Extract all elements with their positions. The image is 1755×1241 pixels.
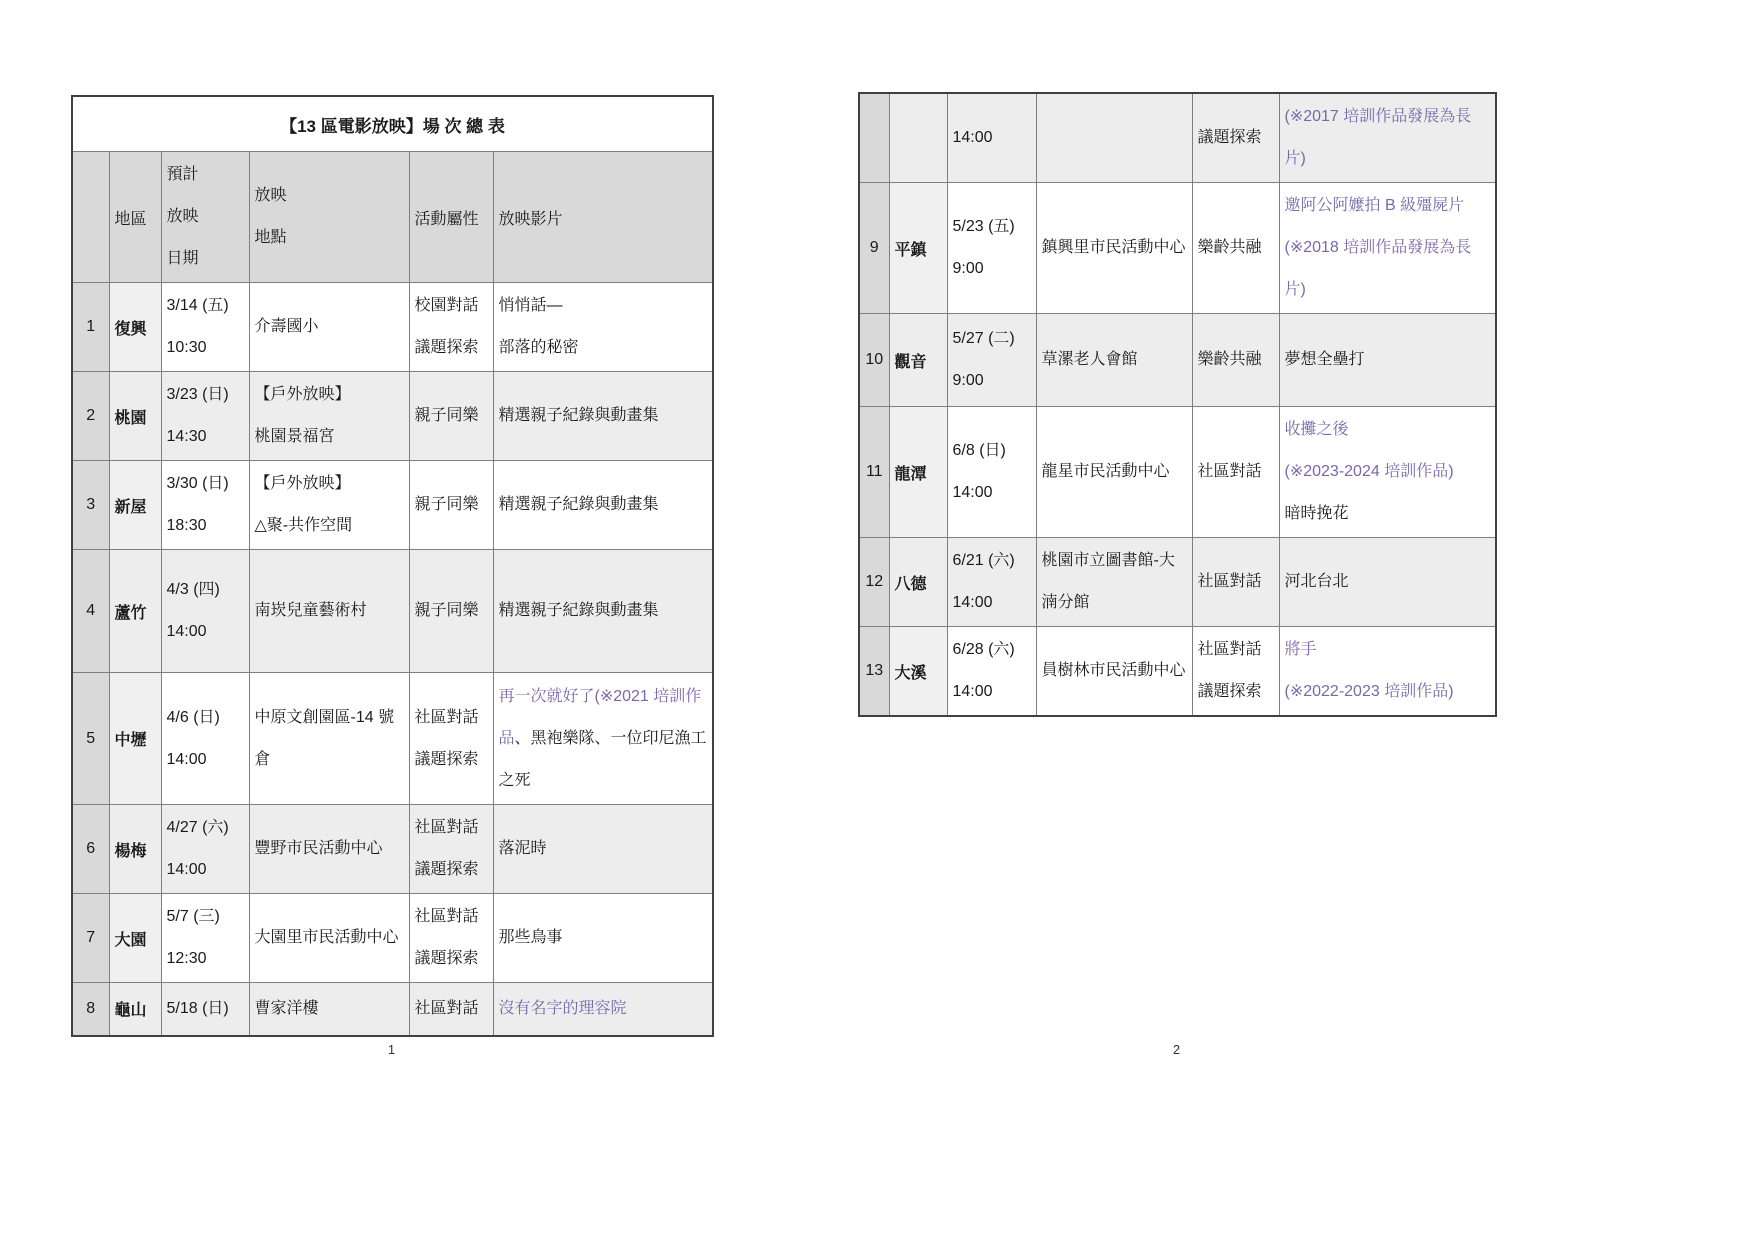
film-line [1285, 671, 1491, 713]
film-line [499, 676, 708, 802]
date-line: 4/6 (日) [166, 708, 220, 726]
attribute-line: 社區對話 [1197, 573, 1262, 590]
film-title-text: 夢想全壘打 [1284, 351, 1365, 368]
table-row [72, 372, 713, 461]
header-location-line: 地點 [254, 229, 287, 246]
header-film: 放映影片 [493, 152, 713, 283]
cell-film [493, 894, 713, 983]
cell-attribute [409, 550, 493, 673]
film-title-text: 、黑袍樂隊、一位印尼漁工之死 [498, 729, 707, 789]
cell-date [947, 183, 1036, 314]
date-line: 14:00 [952, 129, 993, 146]
cell-number: 10 [859, 314, 889, 407]
film-title-text: 精選親子紀錄與動畫集 [498, 602, 659, 619]
date-line: 5/7 (三) [166, 908, 220, 925]
header-location-line: 放映 [254, 187, 287, 204]
table-row [72, 673, 713, 805]
date-line: 10:30 [166, 339, 207, 356]
cell-date [947, 93, 1036, 183]
header-attribute: 活動屬性 [409, 152, 493, 283]
cell-district: 八德 [889, 538, 947, 627]
table-row [859, 627, 1496, 717]
cell-film [493, 805, 713, 894]
location-line: 員樹林市民活動中心 [1041, 662, 1186, 679]
header-date-line: 放映 [166, 208, 199, 225]
film-line [499, 828, 708, 870]
film-title-link-text: 沒有名字的理容院 [498, 999, 627, 1017]
header-row [72, 152, 713, 283]
date-line: 3/30 (日) [166, 475, 229, 492]
header-date-line: 日期 [166, 250, 199, 267]
cell-location [1036, 538, 1192, 627]
page-2 [858, 92, 1495, 717]
date-line: 14:30 [166, 428, 207, 445]
film-line [1285, 561, 1491, 603]
cell-attribute [409, 673, 493, 805]
location-line: 豐野市民活動中心 [254, 840, 383, 857]
schedule-table-page-2 [858, 92, 1497, 717]
table-row [859, 314, 1496, 407]
table-row [859, 407, 1496, 538]
cell-film [1279, 538, 1496, 627]
page-1 [71, 95, 712, 1037]
cell-date [161, 461, 249, 550]
cell-location [1036, 627, 1192, 717]
attribute-line: 社區對話 [1197, 641, 1262, 658]
document-title: 【13 區電影放映】場 次 總 表 [72, 96, 713, 152]
film-title-link-text: 邀阿公阿嬤拍 B 級殭屍片 [1284, 197, 1465, 214]
film-line [1285, 451, 1491, 493]
cell-attribute [409, 894, 493, 983]
location-line: 草漯老人會館 [1041, 351, 1138, 368]
cell-district: 中壢 [109, 673, 161, 805]
date-line: 14:00 [166, 623, 207, 640]
attribute-line: 親子同樂 [414, 602, 479, 619]
cell-number: 2 [72, 372, 109, 461]
date-line: 4/27 (六) [166, 819, 229, 836]
film-title-text: 悄悄話— [498, 297, 563, 314]
table-row [72, 550, 713, 673]
date-line: 3/14 (五) [166, 297, 229, 314]
cell-date [161, 283, 249, 372]
cell-number: 5 [72, 673, 109, 805]
cell-location [249, 372, 409, 461]
cell-attribute [1192, 538, 1279, 627]
cell-date [947, 314, 1036, 407]
table-row [72, 283, 713, 372]
cell-date [161, 673, 249, 805]
attribute-line: 議題探索 [1197, 683, 1262, 700]
film-title-link-text: (※2022-2023 培訓作品) [1284, 683, 1454, 700]
cell-date [161, 983, 249, 1036]
date-line: 3/23 (日) [166, 386, 229, 403]
date-line: 18:30 [166, 517, 207, 534]
cell-attribute [1192, 627, 1279, 717]
cell-attribute [409, 461, 493, 550]
cell-location [249, 805, 409, 894]
film-title-text: 精選親子紀錄與動畫集 [498, 407, 659, 424]
cell-attribute [409, 983, 493, 1036]
film-line [1285, 493, 1491, 535]
header-date [161, 152, 249, 283]
cell-film [1279, 314, 1496, 407]
attribute-line: 議題探索 [1197, 129, 1262, 146]
film-line [1285, 629, 1491, 671]
film-title-text: 落泥時 [498, 840, 547, 857]
film-title-link-text: 收攤之後 [1284, 421, 1349, 438]
cell-location [1036, 183, 1192, 314]
cell-film [493, 283, 713, 372]
cell-district: 大園 [109, 894, 161, 983]
cell-number: 11 [859, 407, 889, 538]
attribute-line: 親子同樂 [414, 407, 479, 424]
cell-location [1036, 407, 1192, 538]
location-line: 大園里市民活動中心 [254, 929, 399, 946]
header-date-line: 預計 [166, 166, 199, 183]
location-line: 【戶外放映】 [254, 386, 351, 403]
cell-location [249, 894, 409, 983]
cell-date [947, 627, 1036, 717]
location-line: 中原文創園區-14 號倉 [254, 708, 395, 768]
cell-date [161, 805, 249, 894]
cell-district: 新屋 [109, 461, 161, 550]
location-line: 南崁兒童藝術村 [254, 602, 367, 619]
table-row [859, 538, 1496, 627]
cell-location [249, 550, 409, 673]
cell-film [493, 461, 713, 550]
cell-attribute [409, 372, 493, 461]
page-number-2: 2 [1172, 1042, 1181, 1057]
date-line: 6/28 (六) [952, 641, 1015, 658]
cell-date [947, 407, 1036, 538]
table-row [72, 461, 713, 550]
film-title-text: 暗時挽花 [1284, 505, 1349, 522]
location-line: 桃園市立圖書館-大湳分館 [1041, 552, 1175, 611]
film-line [499, 395, 708, 437]
cell-number: 13 [859, 627, 889, 717]
cell-date [161, 894, 249, 983]
cell-attribute [1192, 183, 1279, 314]
cell-film [493, 550, 713, 673]
table-row [72, 983, 713, 1036]
cell-number: 7 [72, 894, 109, 983]
attribute-line: 社區對話 [414, 819, 479, 836]
cell-district: 桃園 [109, 372, 161, 461]
cell-location [249, 283, 409, 372]
title-row [72, 96, 713, 152]
location-line: △聚-共作空間 [254, 517, 353, 534]
date-line: 14:00 [952, 594, 993, 611]
cell-film [1279, 93, 1496, 183]
cell-attribute [1192, 407, 1279, 538]
film-line [1285, 185, 1491, 227]
cell-location [249, 673, 409, 805]
cell-district: 大溪 [889, 627, 947, 717]
cell-attribute [409, 805, 493, 894]
cell-district: 蘆竹 [109, 550, 161, 673]
cell-number: 4 [72, 550, 109, 673]
table-row [859, 183, 1496, 314]
date-line: 14:00 [952, 484, 993, 501]
table-row [72, 894, 713, 983]
date-line: 5/18 (日) [166, 999, 229, 1017]
attribute-line: 校園對話 [414, 297, 479, 314]
header-district: 地區 [109, 152, 161, 283]
cell-attribute [1192, 314, 1279, 407]
cell-district: 平鎮 [889, 183, 947, 314]
cell-number: 12 [859, 538, 889, 627]
attribute-line: 社區對話 [414, 999, 479, 1017]
film-title-text: 精選親子紀錄與動畫集 [498, 496, 659, 513]
page-number-1: 1 [387, 1042, 396, 1057]
date-line: 5/27 (二) [952, 330, 1015, 347]
attribute-line: 議題探索 [414, 950, 479, 967]
cell-film [1279, 627, 1496, 717]
cell-film [1279, 407, 1496, 538]
film-title-text: 河北台北 [1284, 573, 1349, 590]
cell-location [249, 983, 409, 1036]
cell-district: 復興 [109, 283, 161, 372]
date-line: 6/21 (六) [952, 552, 1015, 569]
film-title-link-text: (※2018 培訓作品發展為長片) [1284, 239, 1472, 298]
table-row [859, 93, 1496, 183]
cell-district: 龍潭 [889, 407, 947, 538]
film-line [1285, 339, 1491, 381]
cell-number: 6 [72, 805, 109, 894]
cell-film [1279, 183, 1496, 314]
schedule-table-page-1 [71, 95, 714, 1037]
table-row [72, 805, 713, 894]
location-line: 【戶外放映】 [254, 475, 351, 492]
film-line [499, 590, 708, 632]
cell-date [161, 550, 249, 673]
cell-film [493, 673, 713, 805]
film-title-text: 部落的秘密 [498, 339, 579, 356]
film-line [499, 484, 708, 526]
location-line: 曹家洋樓 [254, 999, 319, 1017]
date-line: 14:00 [166, 750, 207, 768]
attribute-line: 樂齡共融 [1197, 239, 1262, 256]
cell-number: 3 [72, 461, 109, 550]
cell-location [1036, 314, 1192, 407]
cell-location [1036, 93, 1192, 183]
film-line [1285, 227, 1491, 311]
date-line: 9:00 [952, 260, 984, 277]
date-line: 9:00 [952, 372, 984, 389]
attribute-line: 議題探索 [414, 339, 479, 356]
film-title-link-text: (※2023-2024 培訓作品) [1284, 463, 1454, 480]
film-line [499, 327, 708, 369]
cell-film [493, 983, 713, 1036]
date-line: 14:00 [952, 683, 993, 700]
cell-attribute [409, 283, 493, 372]
location-line: 桃園景福宮 [254, 428, 335, 445]
cell-district: 觀音 [889, 314, 947, 407]
date-line: 12:30 [166, 950, 207, 967]
film-line [499, 988, 708, 1030]
cell-district: 龜山 [109, 983, 161, 1036]
cell-location [249, 461, 409, 550]
cell-district: 楊梅 [109, 805, 161, 894]
date-line: 5/23 (五) [952, 218, 1015, 235]
attribute-line: 議題探索 [414, 861, 479, 878]
film-line [1285, 409, 1491, 451]
attribute-line: 親子同樂 [414, 496, 479, 513]
film-title-text: 那些鳥事 [498, 929, 563, 946]
location-line: 介壽國小 [254, 318, 319, 335]
film-line [499, 285, 708, 327]
attribute-line: 社區對話 [414, 908, 479, 925]
cell-attribute [1192, 93, 1279, 183]
location-line: 龍星市民活動中心 [1041, 463, 1170, 480]
location-line: 鎮興里市民活動中心 [1041, 239, 1186, 256]
cell-film [493, 372, 713, 461]
date-line: 6/8 (日) [952, 442, 1006, 459]
cell-number: 9 [859, 183, 889, 314]
attribute-line: 樂齡共融 [1197, 351, 1262, 368]
header-blank [72, 152, 109, 283]
cell-number [859, 93, 889, 183]
header-location [249, 152, 409, 283]
cell-date [161, 372, 249, 461]
attribute-line: 議題探索 [414, 750, 479, 768]
cell-district [889, 93, 947, 183]
film-line [499, 917, 708, 959]
cell-number: 1 [72, 283, 109, 372]
cell-date [947, 538, 1036, 627]
cell-number: 8 [72, 983, 109, 1036]
film-title-link-text: 再一次就好了(※2021 培訓作品 [498, 687, 702, 747]
attribute-line: 社區對話 [414, 708, 479, 726]
film-line [1285, 96, 1491, 180]
attribute-line: 社區對話 [1197, 463, 1262, 480]
film-title-link-text: (※2017 培訓作品發展為長片) [1284, 108, 1472, 167]
date-line: 14:00 [166, 861, 207, 878]
date-line: 4/3 (四) [166, 581, 220, 598]
film-title-link-text: 將手 [1284, 641, 1317, 658]
